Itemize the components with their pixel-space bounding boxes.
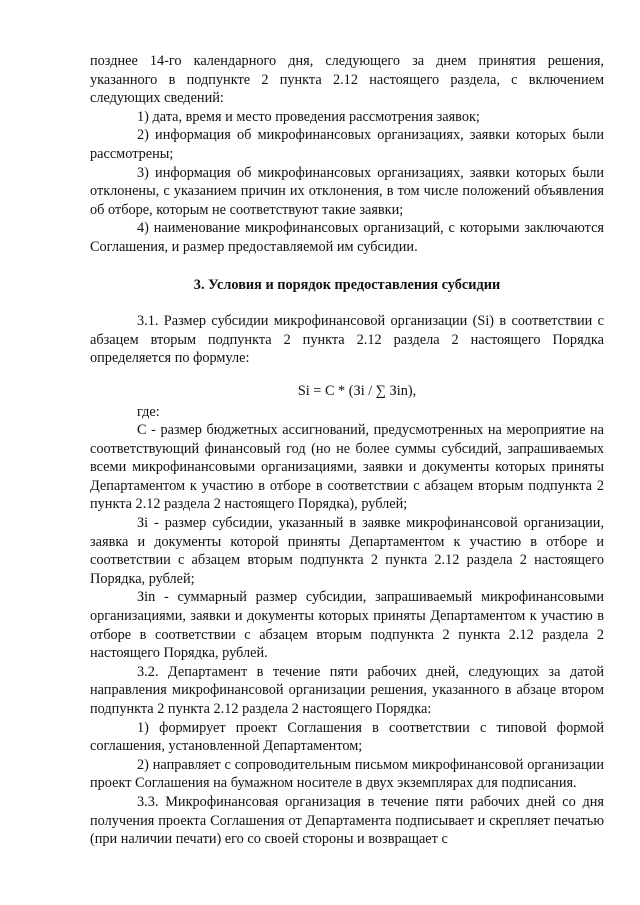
paragraph-3-2: 3.2. Департамент в течение пяти рабочих дней, следующих за датой направления микрофинансовой организации решения, указанного в абзаце втором подпункта 2 пункта 2.12 раздела 2 настоящего Порядка: — [90, 663, 604, 717]
definition-zin: Зin - суммарный размер субсидии, запрашиваемый микрофинансовыми организациями, заявки и документы которых приняты Департаментом к участию в отборе в соответствии с абзацем вторым подпункта 2 пункта 2.12 раздела 2 настоящего Порядка, рублей. — [90, 589, 604, 662]
list-item: 1) формирует проект Соглашения в соответствии с типовой формой соглашения, установленной Департаментом; — [90, 719, 604, 755]
paragraph-3-3: 3.3. Микрофинансовая организация в течение пяти рабочих дней со дня получения проекта Соглашения от Департамента подписывает и скрепляет печатью (при наличии печати) его со своей стороны и возвращает с — [90, 793, 604, 848]
list-item: 4) наименование микрофинансовых организаций, с которыми заключаются Соглашения, и размер предоставляемой им субсидии. — [90, 220, 604, 255]
list-item: 1) дата, время и место проведения рассмотрения заявок; — [137, 108, 480, 125]
definition-c: C - размер бюджетных ассигнований, предусмотренных на мероприятие на соответствующий финансовый год (но не более суммы субсидий, запрашиваемых всеми микрофинансовыми организациями, заявки и документы которых приняты Департаментом к участию в отборе в соответствии с абзацем вторым подпункта 2 пункта 2.12 раздела 2 настоящего Порядка), рублей; — [90, 422, 604, 513]
definition-zi: Зi - размер субсидии, указанный в заявке микрофинансовой организации, заявка и документы которой приняты Департаментом к участию в отборе и соответствии с абзацем вторым подпункта 2 пункта 2.12 раздела 2 настоящего Порядка, рублей; — [90, 515, 604, 587]
formula: Si = C * (Зi / ∑ Зin), — [297, 382, 417, 399]
list-item: 3) информация об микрофинансовых организациях, заявки которых были отклонены, с указанием причин их отклонения, в том числе положений объявления об отборе, которым не соответствуют такие заявки; — [90, 164, 604, 218]
list-item: 2) направляет с сопроводительным письмом микрофинансовой организации проект Соглашения на бумажном носителе в двух экземплярах для подписания. — [90, 756, 604, 792]
section-heading: 3. Условия и порядок предоставления субсидии — [193, 276, 501, 293]
paragraph-3-1: 3.1. Размер субсидии микрофинансовой организации (Si) в соответствии с абзацем вторым подпункта 2 пункта 2.12 раздела 2 настоящего Порядка определяется по формуле: — [90, 313, 604, 367]
where-label: где: — [137, 403, 160, 420]
paragraph-continuation: позднее 14-го календарного дня, следующего за днем принятия решения, указанного в подпункте 2 пункта 2.12 настоящего раздела, с включением следующих сведений: — [90, 53, 604, 107]
list-item: 2) информация об микрофинансовых организациях, заявки которых были рассмотрены; — [90, 127, 604, 162]
